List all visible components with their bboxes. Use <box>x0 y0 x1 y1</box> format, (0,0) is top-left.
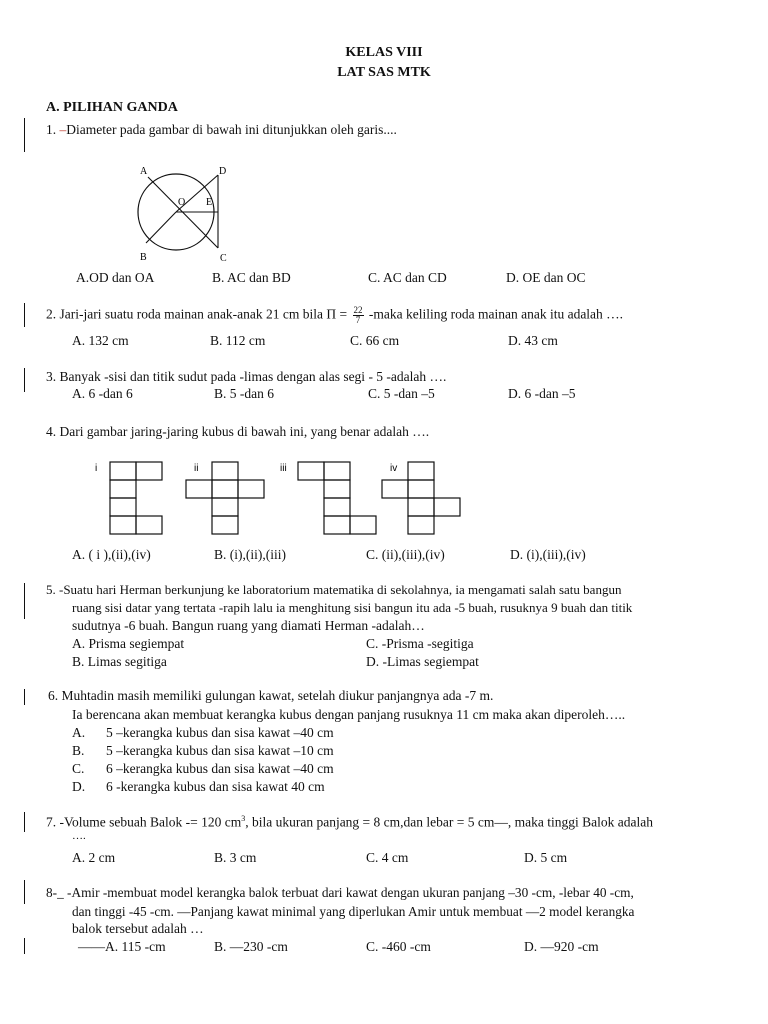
question-8-line-3: balok tersebut adalah … <box>72 921 204 936</box>
option-a: A. Prisma segiempat <box>72 636 185 651</box>
change-bar <box>24 880 25 904</box>
label-E: E <box>206 197 213 208</box>
option-b: B. 5 -dan 6 <box>214 386 274 401</box>
change-bar <box>24 938 25 954</box>
option-d <box>72 779 325 795</box>
question-text: Diameter pada gambar di bawah ini ditunjukkan oleh garis.... <box>66 122 397 137</box>
label-D: D <box>219 166 227 177</box>
question-6-line-1: 6. Muhtadin masih memiliki gulungan kawat, setelah diukur panjangnya ada -7 m. <box>48 688 494 703</box>
option-b: B. —230 -cm <box>214 939 288 954</box>
page-subtitle: LAT SAS MTK <box>337 65 431 80</box>
option-d: D. 5 cm <box>524 850 568 865</box>
cube-net-i <box>110 462 162 534</box>
option-b <box>72 743 334 759</box>
option-c: C. -Prisma -segitiga <box>366 636 474 651</box>
option-b: B. (i),(ii),(iii) <box>214 547 286 562</box>
question-4: 4. Dari gambar jaring-jaring kubus di bawah ini, yang benar adalah …. <box>46 424 430 439</box>
option-b: B. Limas segitiga <box>72 654 167 669</box>
question-3: 3. Banyak -sisi dan titik sudut pada -limas dengan alas segi - 5 -adalah …. <box>46 369 447 384</box>
option-c: C. AC dan CD <box>368 270 447 285</box>
question-7-line-2: …. <box>72 830 86 842</box>
option-letter: D. <box>72 779 86 794</box>
option-b: B. 3 cm <box>214 850 257 865</box>
question-text-end: -maka keliling roda mainan anak itu adalah …. <box>365 306 624 322</box>
change-bar <box>24 689 25 705</box>
circle-figure <box>128 160 238 270</box>
option-letter: A. <box>72 725 86 740</box>
option-b: B. 112 cm <box>210 333 266 348</box>
net-label-ii: ii <box>194 463 199 474</box>
page-title: KELAS VIII <box>345 45 423 60</box>
question-number: 1. <box>46 122 57 137</box>
option-d: D. 43 cm <box>508 333 558 348</box>
option-a: A. 6 -dan 6 <box>72 386 133 401</box>
question-5-line-3: sudutnya -6 buah. Bangun ruang yang diamati Herman -adalah… <box>72 618 425 633</box>
label-A: A <box>140 166 148 177</box>
question-6-line-2: Ia berencana akan membuat kerangka kubus dengan panjang rusuknya 11 cm maka akan diperoleh….. <box>72 707 626 722</box>
option-text: 5 –kerangka kubus dan sisa kawat –40 cm <box>106 725 334 740</box>
net-label-iii: iii <box>280 463 287 474</box>
option-c: C. -460 -cm <box>366 939 431 954</box>
option-d: D. (i),(iii),(iv) <box>510 547 586 562</box>
question-2 <box>46 306 623 325</box>
option-a: ——A. 115 -cm <box>78 939 166 954</box>
question-text: 2. Jari-jari suatu roda mainan anak-anak 21 cm bila Π = <box>46 306 348 322</box>
net-label-i: i <box>95 463 98 474</box>
change-bar <box>24 303 25 327</box>
option-c <box>72 761 334 777</box>
option-c: C. (ii),(iii),(iv) <box>366 547 445 562</box>
option-d: D. 6 -dan –5 <box>508 386 576 401</box>
section-title: A. PILIHAN GANDA <box>46 100 178 115</box>
option-letter: C. <box>72 761 85 776</box>
option-c: C. 4 cm <box>366 850 409 865</box>
fraction-denominator: 7 <box>355 315 361 325</box>
label-C: C <box>220 253 227 264</box>
change-bar <box>24 368 25 392</box>
option-text: 6 -kerangka kubus dan sisa kawat 40 cm <box>106 779 325 794</box>
option-d: D. -Limas segiempat <box>366 654 479 669</box>
cube-nets-figure <box>90 456 470 542</box>
question-text: 7. -Volume sebuah Balok -= 120 cm <box>46 814 242 830</box>
line-BO <box>146 212 176 243</box>
option-a: A. ( i ),(ii),(iv) <box>72 547 151 562</box>
option-d: D. OE dan OC <box>506 270 586 285</box>
option-a <box>72 725 334 741</box>
change-bar <box>24 812 25 832</box>
option-letter: B. <box>72 743 85 758</box>
option-d: D. —920 -cm <box>524 939 599 954</box>
option-b: B. AC dan BD <box>212 270 291 285</box>
option-a: A. 2 cm <box>72 850 116 865</box>
option-text: 6 –kerangka kubus dan sisa kawat –40 cm <box>106 761 334 776</box>
question-8-line-2: dan tinggi -45 -cm. —Panjang kawat minimal yang diperlukan Amir untuk membuat —2 model kerangka <box>72 904 635 919</box>
option-c: C. 66 cm <box>350 333 400 348</box>
question-5-line-1: 5. -Suatu hari Herman berkunjung ke laboratorium matematika di sekolahnya, ia mengamati salah satu bangun <box>46 582 622 597</box>
superscript: 3 <box>241 814 246 823</box>
option-c: C. 5 -dan –5 <box>368 386 435 401</box>
option-a: A.OD dan OA <box>76 270 155 285</box>
question-text-end: , bila ukuran panjang = 8 cm,dan lebar = 5 cm—, maka tinggi Balok adalah <box>245 814 653 830</box>
fraction <box>353 306 364 325</box>
option-a: A. 132 cm <box>72 333 129 348</box>
question-7 <box>46 814 653 831</box>
label-O: O <box>178 197 186 208</box>
edit-mark: – <box>59 122 67 137</box>
question-5-line-2: ruang sisi datar yang tertata -rapih lalu ia menghitung sisi bangun itu ada -5 buah, rusuknya 9 buah dan titik <box>72 600 633 615</box>
change-bar <box>24 583 25 619</box>
cube-net-iii <box>298 462 376 534</box>
change-bar <box>24 118 25 152</box>
question-8-line-1: 8-_ -Amir -membuat model kerangka balok terbuat dari kawat dengan ukuran panjang –30 -cm, -lebar 40 -cm, <box>46 885 634 900</box>
fraction-numerator: 22 <box>353 305 363 315</box>
label-B: B <box>140 252 147 263</box>
question-1 <box>46 122 397 138</box>
option-text: 5 –kerangka kubus dan sisa kawat –10 cm <box>106 743 334 758</box>
net-label-iv: iv <box>390 463 398 474</box>
